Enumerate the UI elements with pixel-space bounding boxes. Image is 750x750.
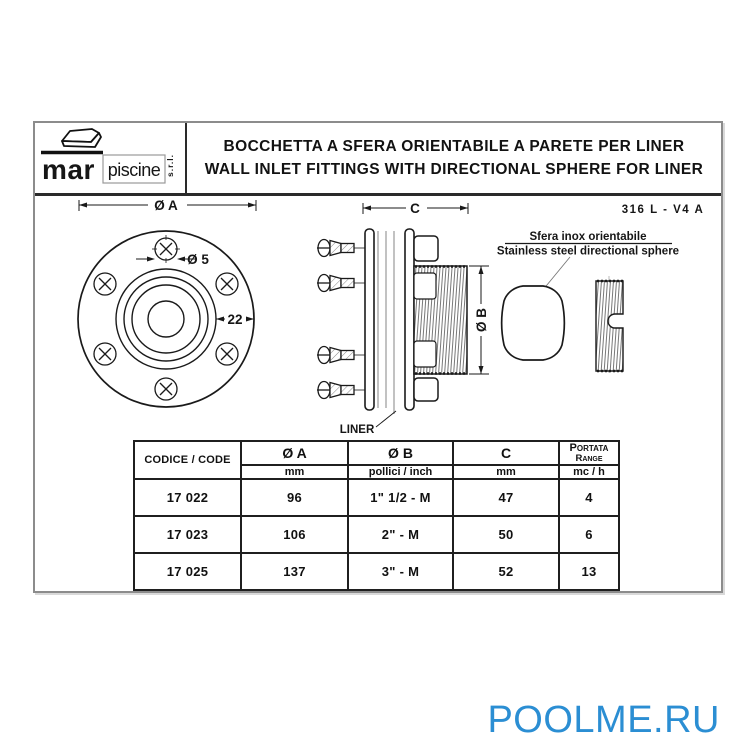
brand-suffix: s.r.l. [165,153,175,177]
lock-ring-drawing [596,276,623,376]
logo-graphic [35,123,185,193]
technical-drawing [35,196,721,443]
logo-block [35,123,187,193]
liner-layers [378,231,394,414]
col-header-range [559,441,619,465]
unit-c: mm [453,465,559,479]
datasheet-frame [33,121,723,593]
fixing-screws [317,240,365,399]
datasheet-header [35,123,721,196]
col-header-range-line1: Portata [569,442,609,454]
title-block [187,123,721,193]
dim-label-diameter-b: Ø B [474,307,489,333]
cell-a: 106 [241,516,348,553]
cell-range: 13 [559,553,619,590]
cell-c: 50 [453,516,559,553]
cell-c: 47 [453,479,559,516]
cell-a: 96 [241,479,348,516]
unit-a: mm [241,465,348,479]
cell-code: 17 023 [134,516,241,553]
cell-code: 17 022 [134,479,241,516]
table-row [134,553,619,590]
unit-range: mc / h [559,465,619,479]
brand-name-primary: mar [42,154,95,185]
col-header-diameter-a: Ø A [241,441,348,465]
col-header-c: C [453,441,559,465]
sphere-drawing [502,286,565,360]
cell-b: 2" - M [348,516,453,553]
flange-front-view [78,200,256,407]
cell-b: 1" 1/2 - M [348,479,453,516]
dim-label-ring-width: 22 [227,312,243,327]
dim-label-hole-diameter: Ø 5 [187,252,209,267]
watermark: POOLME.RU [487,699,720,741]
cell-code: 17 025 [134,553,241,590]
col-header-diameter-b: Ø B [348,441,453,465]
sphere-label-italian: Sfera inox orientabile [529,231,647,243]
table-row [134,516,619,553]
spec-table [133,440,620,591]
fitting-side-view [317,203,489,427]
dim-label-diameter-a: Ø A [154,198,178,213]
liner-label: LINER [339,424,375,436]
cell-range: 6 [559,516,619,553]
cell-b: 3" - M [348,553,453,590]
cell-range: 4 [559,479,619,516]
brand-name-secondary: piscine [107,160,161,180]
sphere-label-english: Stainless steel directional sphere [496,245,680,258]
dim-label-c: C [410,201,420,216]
cell-c: 52 [453,553,559,590]
title-italian: BOCCHETTA A SFERA ORIENTABILE A PARETE PER LINER [223,137,685,155]
material-ref-code: 316 L - V4 A [621,204,705,216]
col-header-code: CODICE / CODE [134,441,241,479]
cell-a: 137 [241,553,348,590]
col-header-range-line2: Range [575,453,603,464]
table-row [134,479,619,516]
title-english: WALL INLET FITTINGS WITH DIRECTIONAL SPHERE FOR LINER [204,160,704,178]
logo-hat-icon [62,129,101,147]
unit-b: pollici / inch [348,465,453,479]
